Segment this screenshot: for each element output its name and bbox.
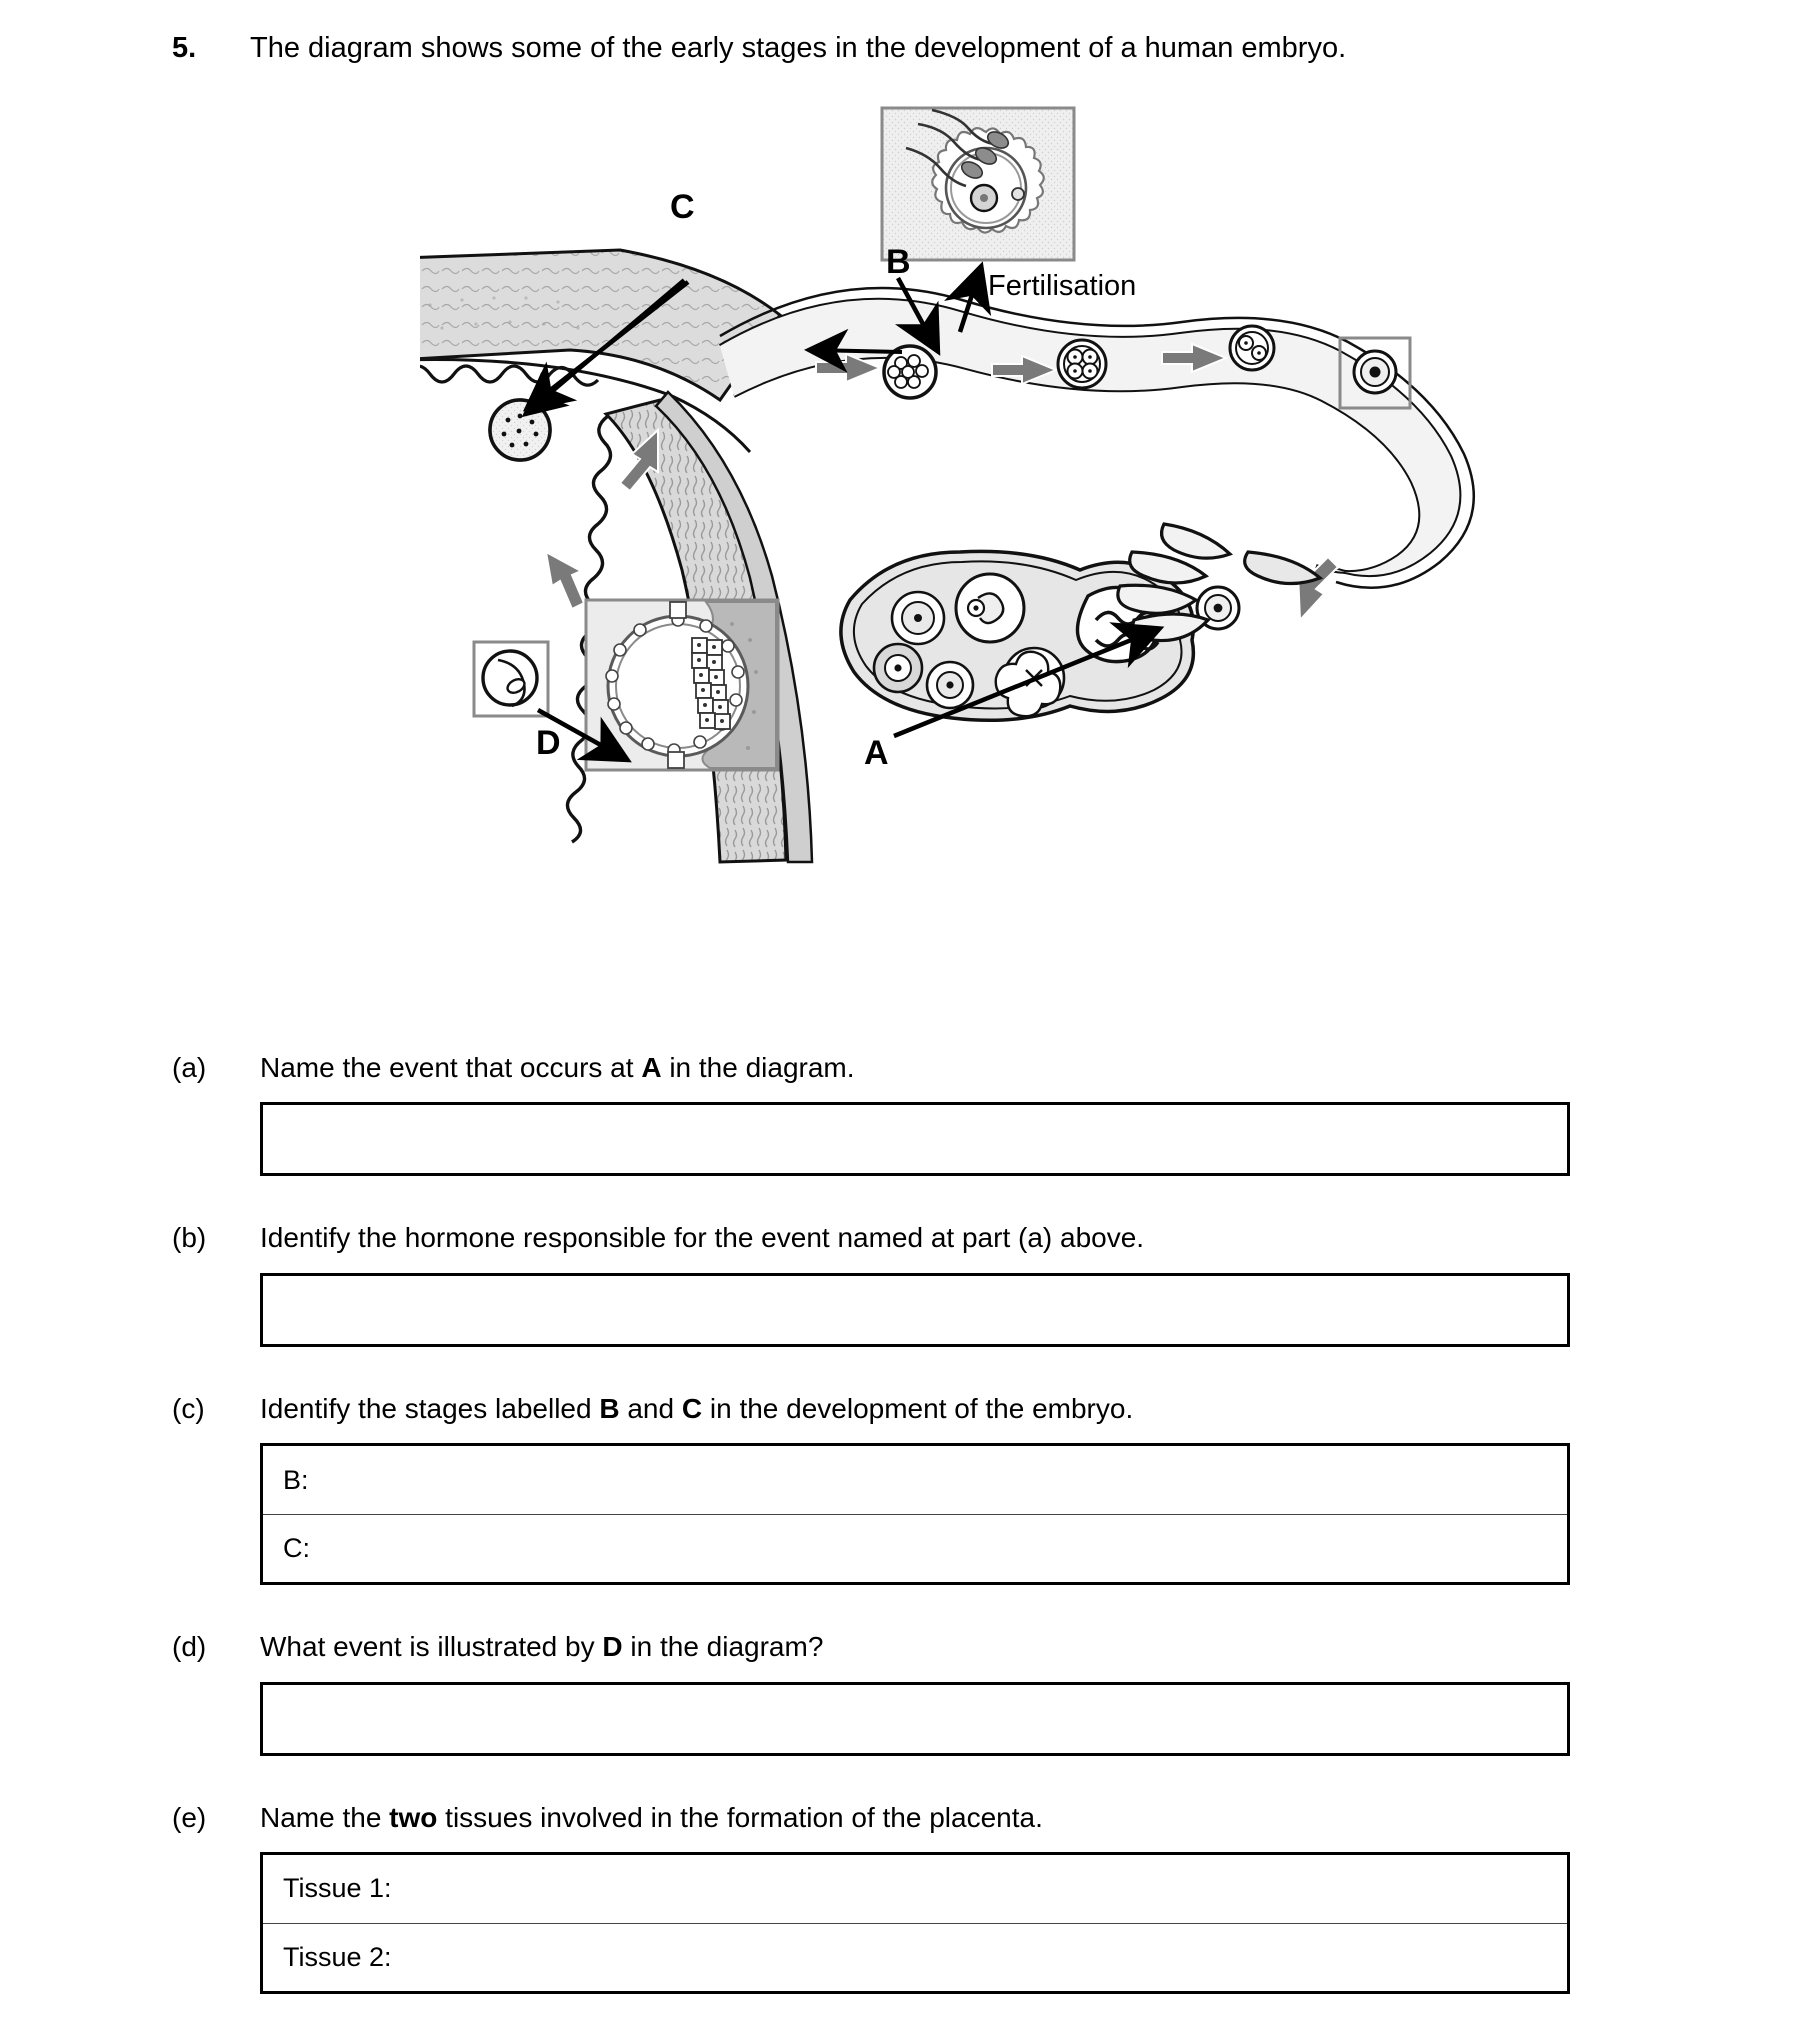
fallopian-tube <box>720 288 1474 588</box>
part-b-answer-box[interactable] <box>260 1273 1570 1347</box>
part-b <box>172 1220 1652 1390</box>
leader-B <box>812 350 902 352</box>
question-number: 5. <box>172 32 197 64</box>
part-b-answer-row[interactable] <box>263 1276 1567 1344</box>
implantation-inset <box>586 600 778 770</box>
part-e-label: (e) <box>172 1801 207 1833</box>
part-a <box>172 1050 1652 1220</box>
part-e-text-before: Name the <box>260 1801 390 1833</box>
part-c-bold-ref-c: C <box>681 1392 703 1424</box>
fertilisation-inset <box>882 108 1074 260</box>
part-a-answer-row[interactable] <box>263 1105 1567 1173</box>
part-d-answer-row[interactable] <box>263 1685 1567 1753</box>
part-a-text-before: Name the event that occurs at <box>260 1052 642 1083</box>
diagram-label-B: B <box>886 243 911 281</box>
diagram-label-A: A <box>864 734 889 772</box>
part-c-answer-row-c[interactable]: C: <box>263 1514 1567 1582</box>
part-c-text <box>260 1391 1133 1427</box>
four-cell-stage <box>1058 340 1106 388</box>
part-e-answer-box[interactable] <box>260 1852 1570 1994</box>
question-stem: The diagram shows some of the early stages in the development of a human embryo. <box>250 32 1347 64</box>
fertilisation-caption: Fertilisation <box>988 270 1137 302</box>
part-e-bold-two: two <box>389 1801 438 1833</box>
part-d-bold-ref: D <box>602 1631 623 1663</box>
part-c <box>172 1391 1652 1629</box>
part-e <box>172 1800 1652 1994</box>
part-d-text-after: in the diagram? <box>622 1631 824 1663</box>
part-d-text-before: What event is illustrated by <box>260 1631 603 1663</box>
question-parts <box>172 1050 1652 1994</box>
part-d-answer-box[interactable] <box>260 1682 1570 1756</box>
diagram-label-D: D <box>536 724 561 762</box>
part-c-text-mid: and <box>619 1392 682 1424</box>
part-d-label: (d) <box>172 1631 207 1663</box>
two-cell-stage <box>1230 326 1274 370</box>
part-a-answer-box[interactable] <box>260 1102 1570 1176</box>
part-b-text: Identify the hormone responsible for the event named at part (a) above. <box>260 1222 1145 1254</box>
part-d <box>172 1629 1652 1799</box>
part-b-label: (b) <box>172 1222 207 1254</box>
part-e-answer-row-2[interactable]: Tissue 2: <box>263 1923 1567 1991</box>
part-c-bold-ref-b: B <box>599 1392 620 1424</box>
part-a-label: (a) <box>172 1052 207 1083</box>
diagram-svg <box>420 100 1670 980</box>
part-e-text <box>260 1800 1043 1836</box>
diagram-label-C: C <box>670 188 695 226</box>
part-c-text-after: in the development of the embryo. <box>702 1392 1134 1424</box>
blastocyst-stage-C <box>490 400 550 460</box>
part-a-text-after: in the diagram. <box>661 1052 855 1083</box>
embryo-development-diagram <box>420 100 1670 980</box>
part-c-answer-row-b[interactable]: B: <box>283 1464 309 1495</box>
part-c-text-before: Identify the stages labelled <box>260 1392 600 1424</box>
question-header <box>172 30 1672 66</box>
part-c-answer-box[interactable] <box>260 1443 1570 1585</box>
morula-stage-B <box>884 346 936 398</box>
part-d-text <box>260 1629 823 1665</box>
part-a-text <box>260 1050 855 1086</box>
part-e-text-after: tissues involved in the formation of the placenta. <box>437 1801 1043 1833</box>
part-a-bold-ref: A <box>641 1052 662 1083</box>
part-c-label: (c) <box>172 1392 205 1424</box>
part-e-answer-row-1[interactable]: Tissue 1: <box>283 1873 392 1904</box>
